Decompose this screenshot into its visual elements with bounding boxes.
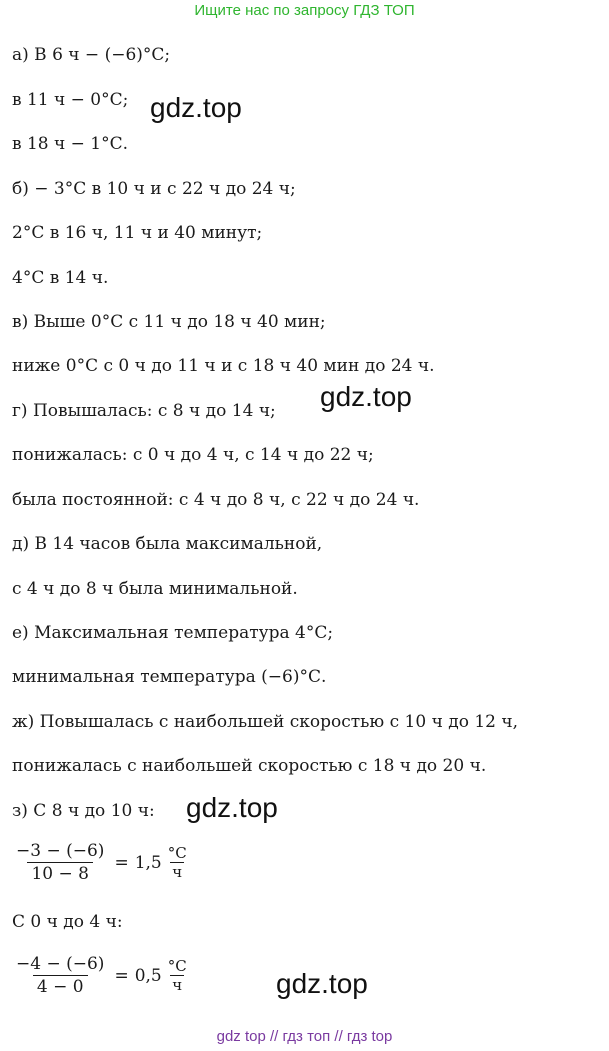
answer-line-g2: понижалась: с 0 ч до 4 ч, с 14 ч до 22 ч;: [12, 445, 374, 465]
unit-1: [166, 844, 189, 881]
unit-2: [166, 957, 189, 994]
unit-2-top: °С: [167, 957, 187, 975]
top-banner: Ищите нас по запросу ГДЗ ТОП: [194, 2, 415, 19]
equals-sign-2: =: [114, 965, 129, 986]
answer-line-a3: в 18 ч − 1°С.: [12, 134, 129, 154]
watermark-2: gdz.top: [320, 381, 412, 412]
watermark-3: gdz.top: [186, 792, 278, 823]
answer-line-zh1: ж) Повышалась с наибольшей скоростью с 10 ч до 12 ч,: [12, 712, 519, 732]
result-2: 0,5: [134, 965, 162, 986]
result-1: 1,5: [134, 852, 162, 873]
equals-sign-1: =: [114, 852, 129, 873]
fraction-2: [12, 953, 108, 998]
watermark-1: gdz.top: [150, 92, 242, 123]
answer-line-d2: с 4 ч до 8 ч была минимальной.: [12, 579, 298, 599]
unit-2-bottom: ч: [172, 976, 183, 994]
answer-line-b2: 2°С в 16 ч, 11 ч и 40 минут;: [12, 223, 263, 243]
formula-1: [12, 840, 189, 885]
answer-line-z1: з) С 8 ч до 10 ч:: [12, 801, 155, 821]
answer-line-g1: г) Повышалась: с 8 ч до 14 ч;: [12, 401, 276, 421]
answer-line-g3: была постоянной: с 4 ч до 8 ч, с 22 ч до 24 ч.: [12, 490, 420, 510]
answer-line-b1: б) − 3°С в 10 ч и с 22 ч до 24 ч;: [12, 179, 296, 199]
answer-line-b3: 4°С в 14 ч.: [12, 268, 109, 288]
answer-line-e2: минимальная температура (−6)°С.: [12, 667, 327, 687]
unit-1-bottom: ч: [172, 863, 183, 881]
answer-line-d1: д) В 14 часов была максимальной,: [12, 534, 323, 554]
answer-line-zh2: понижалась с наибольшей скоростью с 18 ч до 20 ч.: [12, 756, 487, 776]
answer-line-v2: ниже 0°С с 0 ч до 11 ч и с 18 ч 40 мин до 24 ч.: [12, 356, 435, 376]
formula-2: [12, 953, 189, 998]
answer-line-z2: С 0 ч до 4 ч:: [12, 912, 123, 932]
fraction-1: [12, 840, 108, 885]
answer-line-e1: е) Максимальная температура 4°С;: [12, 623, 334, 643]
fraction-1-numerator: −3 − (−6): [16, 841, 105, 861]
answer-line-v1: в) Выше 0°С с 11 ч до 18 ч 40 мин;: [12, 312, 326, 332]
fraction-1-denominator: 10 − 8: [27, 862, 93, 885]
fraction-2-denominator: 4 − 0: [33, 975, 88, 998]
answer-line-a2: в 11 ч − 0°С;: [12, 90, 129, 110]
watermark-4: gdz.top: [276, 968, 368, 999]
footer-links: gdz top // гдз топ // гдз top: [216, 1028, 393, 1045]
unit-1-top: °С: [167, 844, 187, 862]
answer-line-a1: а) В 6 ч − (−6)°С;: [12, 45, 171, 65]
fraction-2-numerator: −4 − (−6): [16, 954, 105, 974]
